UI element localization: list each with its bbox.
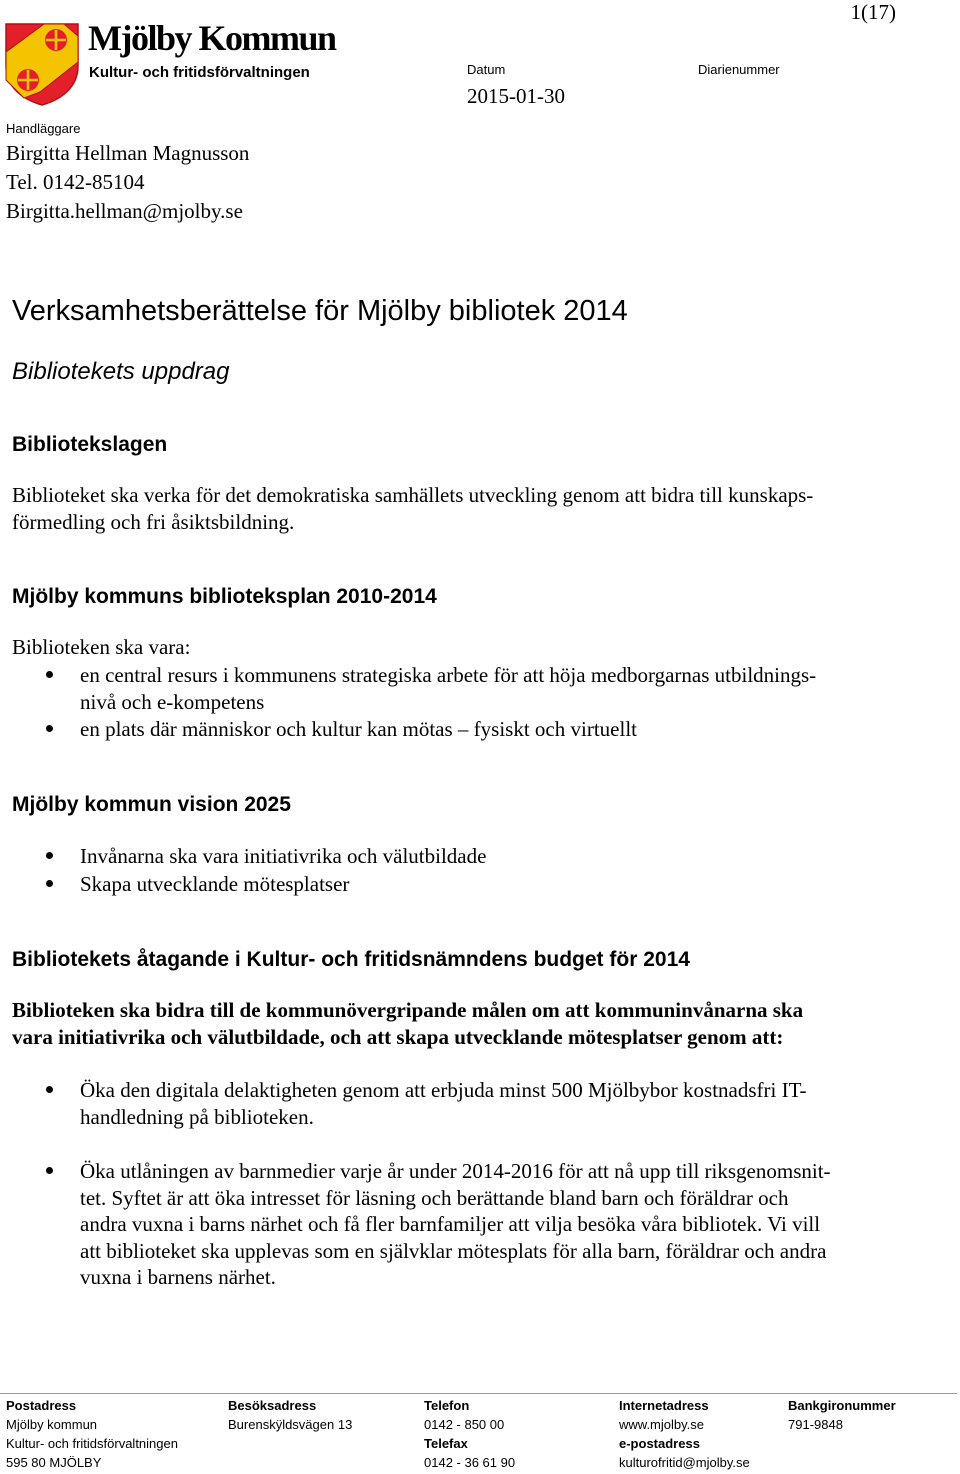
list-item-line: nivå och e-kompetens [80,689,265,714]
heading-bibliotekslagen: Bibliotekslagen [12,433,168,456]
paragraph-line: Biblioteken ska bidra till de kommunövergripande målen om att kommuninvånarna ska [12,998,804,1022]
footer-internet-link[interactable]: www.mjolby.se [619,1417,705,1432]
list-item-line: Öka den digitala delaktigheten genom att erbjuda minst 500 Mjölbybor kostnadsfri IT- [80,1078,807,1102]
bullet-icon [46,880,53,887]
list-item [80,1158,910,1291]
handler-name: Birgitta Hellman Magnusson [6,141,250,165]
section-heading: Bibliotekets uppdrag [12,358,230,385]
organization-name: Mjölby Kommun [88,18,336,58]
list-item [80,871,910,898]
footer-divider [0,1393,957,1394]
handler-phone: Tel. 0142-85104 [6,170,145,194]
document-title: Verksamhetsberättelse för Mjölby bibliotek 2014 [12,295,628,327]
diarienummer-label: Diarienummer [698,62,780,77]
list-item-line: Invånarna ska vara initiativrika och välutbildade [80,844,487,868]
bullet-icon [46,852,53,859]
page-number: 1(17) [850,0,896,24]
paragraph-bibliotekslagen [12,482,912,535]
footer-bankgiro-label: Bankgironummer [788,1398,896,1413]
footer-postadress-line: Mjölby kommun [6,1417,98,1432]
handler-label: Handläggare [6,121,81,136]
bullet-icon [46,1167,53,1174]
paragraph-budget-intro [12,997,912,1050]
list-item-line: Skapa utvecklande mötesplatser [80,872,350,896]
municipal-coat-of-arms-icon [4,22,80,106]
bullet-icon [46,671,53,678]
bullet-icon [46,725,53,732]
footer-telefon-value: 0142 - 850 00 [424,1417,505,1432]
footer-telefax-value: 0142 - 36 61 90 [424,1455,516,1470]
list-item-line: tet. Syftet är att öka intresset för läsning och berättande bland barn och föräldrar och [80,1185,789,1210]
date-value: 2015-01-30 [467,84,565,108]
list-item-line: en central resurs i kommunens strategiska arbete för att höja medborgarnas utbildnings- [80,663,817,687]
footer-postadress-label: Postadress [6,1398,77,1413]
footer-telefax-label: Telefax [424,1436,468,1451]
list-item-line: att biblioteket ska upplevas som en självklar mötesplats för alla barn, föräldrar och andra [80,1238,827,1263]
paragraph-line: vara initiativrika och välutbildade, och att skapa utvecklande mötesplatser genom att: [12,1024,784,1049]
handler-email: Birgitta.hellman@mjolby.se [6,199,243,223]
list-item-line: en plats där människor och kultur kan mötas – fysiskt och virtuellt [80,717,637,741]
department-name: Kultur- och fritidsförvaltningen [89,64,310,81]
date-label: Datum [467,62,506,77]
list-item [80,662,910,715]
footer-email-label: e-postadress [619,1436,700,1451]
list-item [80,843,910,870]
paragraph-line: Biblioteket ska verka för det demokratiska samhällets utveckling genom att bidra till kunskaps- [12,483,814,507]
footer-email-link[interactable]: kulturofritid@mjolby.se [619,1455,750,1470]
list-item-line: handledning på biblioteken. [80,1104,314,1129]
footer-bankgiro-value: 791-9848 [788,1417,843,1432]
heading-vision: Mjölby kommun vision 2025 [12,793,291,816]
footer-internet-label: Internetadress [619,1398,709,1413]
heading-biblioteksplan: Mjölby kommuns biblioteksplan 2010-2014 [12,585,437,608]
paragraph-biblioteksplan-intro: Biblioteken ska vara: [12,635,191,659]
paragraph-line: förmedling och fri åsiktsbildning. [12,509,295,534]
list-item-line: andra vuxna i barns närhet och få fler barnfamiljer att vilja besöka våra bibliotek. Vi vill [80,1212,821,1236]
list-item-line: vuxna i barnens närhet. [80,1265,276,1289]
footer-postadress-line: Kultur- och fritidsförvaltningen [6,1436,178,1451]
list-item [80,716,910,743]
list-item [80,1077,910,1130]
footer-postadress-line: 595 80 MJÖLBY [6,1455,102,1470]
bullet-icon [46,1086,53,1093]
list-item-line: Öka utlåningen av barnmedier varje år under 2014-2016 för att nå upp till riksgenomsnit- [80,1159,831,1183]
footer-besoksadress-value: Burenskÿldsvägen 13 [228,1417,353,1432]
heading-budget: Bibliotekets åtagande i Kultur- och fritidsnämndens budget för 2014 [12,948,690,971]
footer-telefon-label: Telefon [424,1398,470,1413]
footer-besoksadress-label: Besöksadress [228,1398,317,1413]
